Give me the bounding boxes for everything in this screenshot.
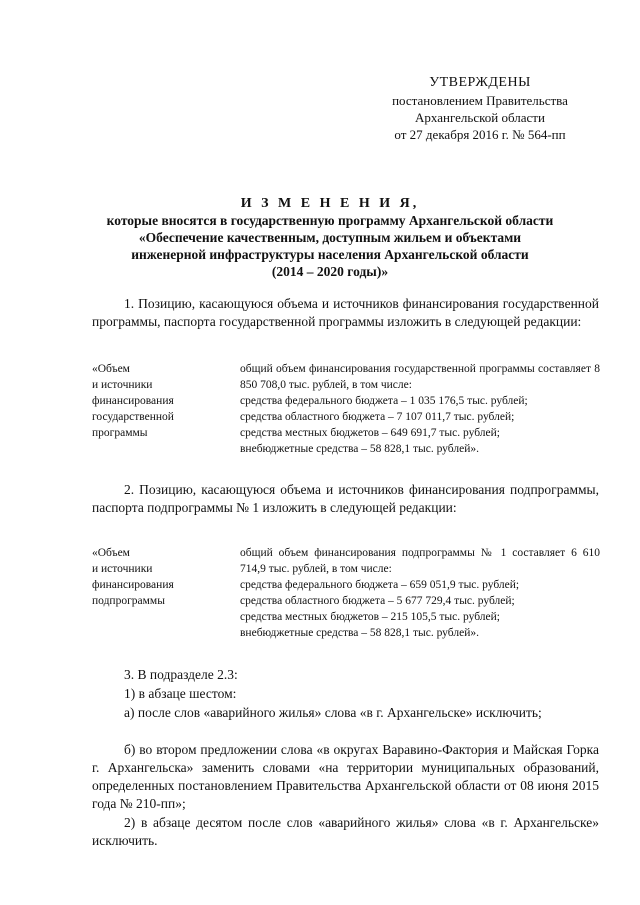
item-1-value-line: средства федерального бюджета – 1 035 176,5 тыс. рублей; — [240, 395, 528, 407]
document-title — [60, 195, 600, 280]
item-2-paragraph — [92, 481, 599, 517]
approval-line-1: постановлением Правительства — [392, 93, 568, 108]
item-1-table — [92, 361, 600, 457]
item-1-label-line: «Объем — [92, 363, 130, 375]
item-1-value-line: средства областного бюджета – 7 107 011,7 тыс. рублей; — [240, 411, 515, 423]
item-2-table — [92, 545, 600, 641]
item-3-point-a: а) после слов «аварийного жилья» слова «в г. Архангельске» исключить; — [124, 705, 542, 720]
item-1-values — [240, 361, 600, 457]
item-1-paragraph — [92, 295, 599, 331]
approval-line-2: Архангельской области — [415, 110, 545, 125]
item-1-label-line: и источники — [92, 379, 153, 391]
item-2-label-line: «Объем — [92, 547, 130, 559]
approval-heading: УТВЕРЖДЕНЫ — [429, 75, 531, 90]
item-2-values — [240, 545, 600, 641]
item-1-text: 1. Позицию, касающуюся объема и источников финансирования государственной программы, паспорта государственной программы изложить в следующей редакции: — [92, 296, 599, 329]
title-line-4: инженерной инфраструктуры населения Архангельской области — [131, 247, 529, 262]
item-2-label-line: финансирования — [92, 579, 174, 591]
title-line-5: (2014 – 2020 годы)» — [271, 264, 389, 279]
title-line-2: которые вносятся в государственную программу Архангельской области — [106, 213, 554, 228]
item-1-label — [92, 361, 232, 441]
approval-stamp — [370, 74, 590, 143]
item-3-heading: 3. В подразделе 2.3: — [124, 667, 238, 682]
item-1-value-line: средства местных бюджетов – 649 691,7 тыс. рублей; — [240, 427, 500, 439]
item-2-label — [92, 545, 232, 609]
item-1-value-line: общий объем финансирования государственной программы составляет 8 850 708,0 тыс. рублей, в том числе: — [240, 363, 600, 391]
item-2-value-line: общий объем финансирования подпрограммы № 1 составляет 6 610 714,9 тыс. рублей, в том числе: — [240, 547, 600, 575]
item-2-value-line: средства местных бюджетов – 215 105,5 тыс. рублей; — [240, 611, 500, 623]
item-1-label-line: финансирования — [92, 395, 174, 407]
item-1-label-line: государственной — [92, 411, 174, 423]
item-1-value-line: внебюджетные средства – 58 828,1 тыс. рублей». — [240, 443, 479, 455]
item-3-sub-2: 2) в абзаце десятом после слов «аварийного жилья» слова «в г. Архангельске» исключить. — [92, 815, 599, 848]
approval-line-3: от 27 декабря 2016 г. № 564-пп — [394, 127, 566, 142]
item-3-point-b: б) во втором предложении слова «в округах Варавино-Фактория и Майская Горка г. Архангельска» заменить словами «на территории муниципальных образований, определенных постановлением Правительства Архангельской области от 08 июня 2015 года № 210-пп»; — [92, 742, 599, 811]
item-2-value-line: внебюджетные средства – 58 828,1 тыс. рублей». — [240, 627, 479, 639]
item-2-label-line: и источники — [92, 563, 153, 575]
item-2-label-line: подпрограммы — [92, 595, 165, 607]
title-line-1: И З М Е Н Е Н И Я, — [240, 196, 420, 211]
item-1-label-line: программы — [92, 427, 148, 439]
title-line-3: «Обеспечение качественным, доступным жильем и объектами — [138, 230, 522, 245]
item-2-text: 2. Позицию, касающуюся объема и источников финансирования подпрограммы, паспорта подпрограммы № 1 изложить в следующей редакции: — [92, 482, 599, 515]
item-3-sub-1: 1) в абзаце шестом: — [124, 686, 237, 701]
item-2-value-line: средства федерального бюджета – 659 051,9 тыс. рублей; — [240, 579, 520, 591]
item-2-value-line: средства областного бюджета – 5 677 729,4 тыс. рублей; — [240, 595, 515, 607]
